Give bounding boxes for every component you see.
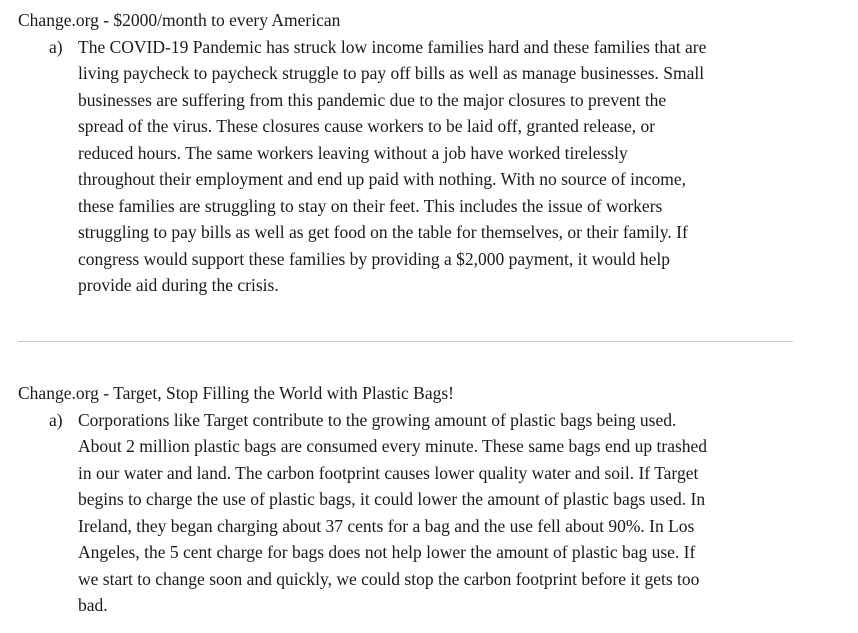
paragraph-line: provide aid during the crisis.	[78, 275, 279, 295]
paragraph-line: The COVID-19 Pandemic has struck low income families hard and these families that are	[78, 36, 707, 57]
paragraph-line: About 2 million plastic bags are consumed every minute. These same bags end up trashed	[78, 436, 708, 456]
paragraph-line: Angeles, the 5 cent charge for bags does not help lower the amount of plastic bag use. If	[78, 542, 696, 562]
petition-heading: Change.org - $2000/month to every American	[18, 10, 341, 30]
paragraph-line: spread of the virus. These closures cause workers to be laid off, granted release, or	[78, 116, 656, 136]
paragraph-line: bad.	[78, 595, 108, 615]
paragraph-line: begins to charge the use of plastic bags, it could lower the amount of plastic bags used. In	[78, 489, 706, 509]
paragraph-line: living paycheck to paycheck struggle to pay off bills as well as manage businesses. Small	[78, 63, 705, 83]
list-marker: a)	[49, 409, 63, 430]
paragraph-line: in our water and land. The carbon footprint causes lower quality water and soil. If Target	[78, 462, 699, 483]
paragraph-line: we start to change soon and quickly, we could stop the carbon footprint before it gets too	[78, 568, 700, 589]
petition-section-2	[18, 380, 818, 619]
list-item	[18, 34, 818, 299]
paragraph-line: reduced hours. The same workers leaving without a job have worked tirelessly	[78, 142, 628, 163]
paragraph-line: Ireland, they began charging about 37 cents for a bag and the use fell about 90%. In Los	[78, 515, 695, 536]
petition-heading: Change.org - Target, Stop Filling the World with Plastic Bags!	[18, 383, 454, 403]
list-item	[18, 407, 818, 619]
paragraph-line: throughout their employment and end up paid with nothing. With no source of income,	[78, 169, 686, 189]
list-marker: a)	[49, 36, 63, 57]
paragraph-line: businesses are suffering from this pandemic due to the major closures to prevent the	[78, 89, 667, 110]
paragraph-line: struggling to pay bills as well as get food on the table for themselves, or their family. If	[78, 222, 688, 242]
paragraph-line: congress would support these families by providing a $2,000 payment, it would help	[78, 248, 670, 269]
paragraph-line: these families are struggling to stay on their feet. This includes the issue of workers	[78, 195, 663, 216]
section-divider	[18, 341, 793, 342]
petition-section-1	[18, 7, 818, 299]
paragraph-line: Corporations like Target contribute to the growing amount of plastic bags being used.	[78, 409, 677, 430]
